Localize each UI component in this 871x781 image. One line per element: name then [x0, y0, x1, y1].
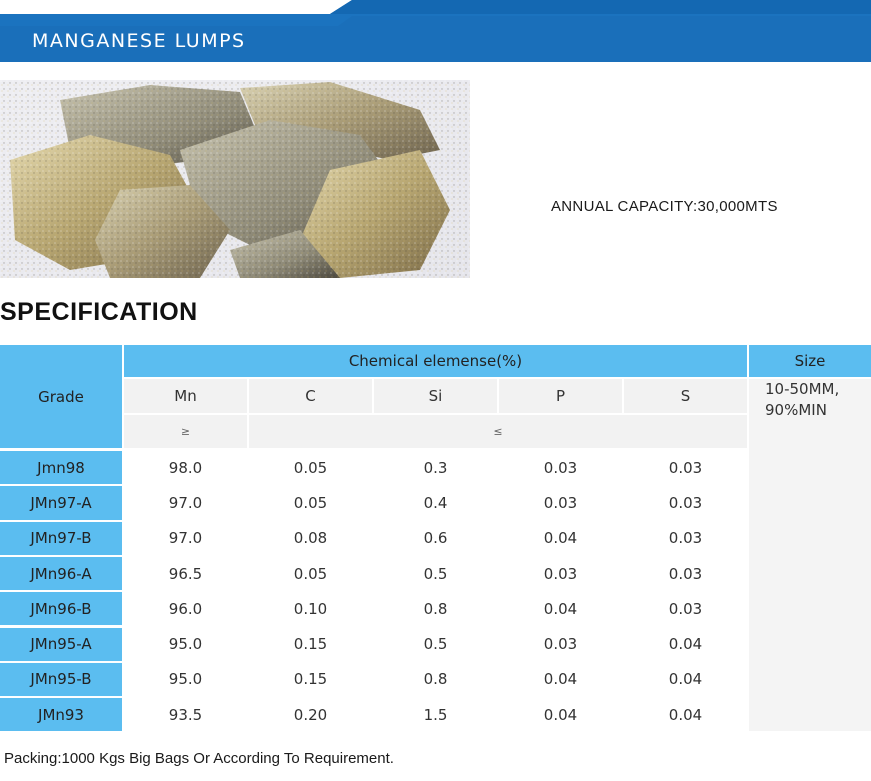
- page-title: MANGANESE LUMPS: [32, 30, 246, 52]
- table-cell: 96.5: [124, 557, 247, 590]
- table-cell: 0.10: [249, 592, 372, 625]
- size-header: Size: [749, 345, 871, 377]
- table-cell: 0.8: [374, 663, 497, 696]
- grade-cell: JMn96-A: [0, 557, 122, 590]
- column-header-s: S: [624, 379, 747, 413]
- table-cell: 0.03: [499, 557, 622, 590]
- grade-cell: JMn95-A: [0, 628, 122, 661]
- table-cell: 0.04: [624, 628, 747, 661]
- header-banner: [0, 0, 871, 62]
- table-cell: 0.5: [374, 628, 497, 661]
- grade-cell: JMn97-A: [0, 486, 122, 519]
- table-cell: 0.03: [624, 522, 747, 555]
- table-cell: 0.4: [374, 486, 497, 519]
- table-cell: 0.3: [374, 451, 497, 484]
- packing-note: Packing:1000 Kgs Big Bags Or According To Requirement.: [4, 750, 394, 767]
- grade-header: Grade: [0, 345, 122, 448]
- chemical-group-header: Chemical elemense(%): [124, 345, 747, 377]
- size-value: [749, 379, 871, 731]
- table-cell: 0.03: [624, 592, 747, 625]
- table-cell: 0.03: [499, 451, 622, 484]
- grade-cell: JMn95-B: [0, 663, 122, 696]
- table-cell: 0.05: [249, 486, 372, 519]
- table-cell: 0.08: [249, 522, 372, 555]
- table-cell: 0.03: [499, 628, 622, 661]
- grade-cell: JMn93: [0, 698, 122, 731]
- table-cell: 0.15: [249, 628, 372, 661]
- column-header-mn: Mn: [124, 379, 247, 413]
- table-cell: 0.03: [499, 486, 622, 519]
- table-cell: 95.0: [124, 663, 247, 696]
- column-header-p: P: [499, 379, 622, 413]
- table-cell: 0.04: [499, 592, 622, 625]
- table-cell: 0.03: [624, 557, 747, 590]
- table-cell: 97.0: [124, 522, 247, 555]
- table-cell: 1.5: [374, 698, 497, 731]
- min-symbol: ≥: [124, 415, 247, 448]
- size-value-line2: 90%MIN: [765, 401, 827, 419]
- size-value-line1: 10-50MM,: [765, 380, 840, 398]
- table-cell: 0.04: [624, 663, 747, 696]
- specification-heading: SPECIFICATION: [0, 298, 198, 326]
- table-cell: 93.5: [124, 698, 247, 731]
- table-cell: 98.0: [124, 451, 247, 484]
- table-cell: 0.03: [624, 451, 747, 484]
- table-cell: 95.0: [124, 628, 247, 661]
- annual-capacity: ANNUAL CAPACITY:30,000MTS: [551, 198, 778, 215]
- table-cell: 0.03: [624, 486, 747, 519]
- table-cell: 0.04: [499, 663, 622, 696]
- table-cell: 0.04: [499, 698, 622, 731]
- table-cell: 0.15: [249, 663, 372, 696]
- table-cell: 0.04: [499, 522, 622, 555]
- table-cell: 0.6: [374, 522, 497, 555]
- grade-cell: JMn97-B: [0, 522, 122, 555]
- table-cell: 0.5: [374, 557, 497, 590]
- table-cell: 0.20: [249, 698, 372, 731]
- table-cell: 97.0: [124, 486, 247, 519]
- table-cell: 0.8: [374, 592, 497, 625]
- table-cell: 96.0: [124, 592, 247, 625]
- max-symbol: ≤: [249, 415, 747, 448]
- table-cell: 0.04: [624, 698, 747, 731]
- grade-cell: JMn96-B: [0, 592, 122, 625]
- table-cell: 0.05: [249, 557, 372, 590]
- product-photo: [0, 80, 470, 278]
- grade-cell: Jmn98: [0, 451, 122, 484]
- table-cell: 0.05: [249, 451, 372, 484]
- column-header-c: C: [249, 379, 372, 413]
- column-header-si: Si: [374, 379, 497, 413]
